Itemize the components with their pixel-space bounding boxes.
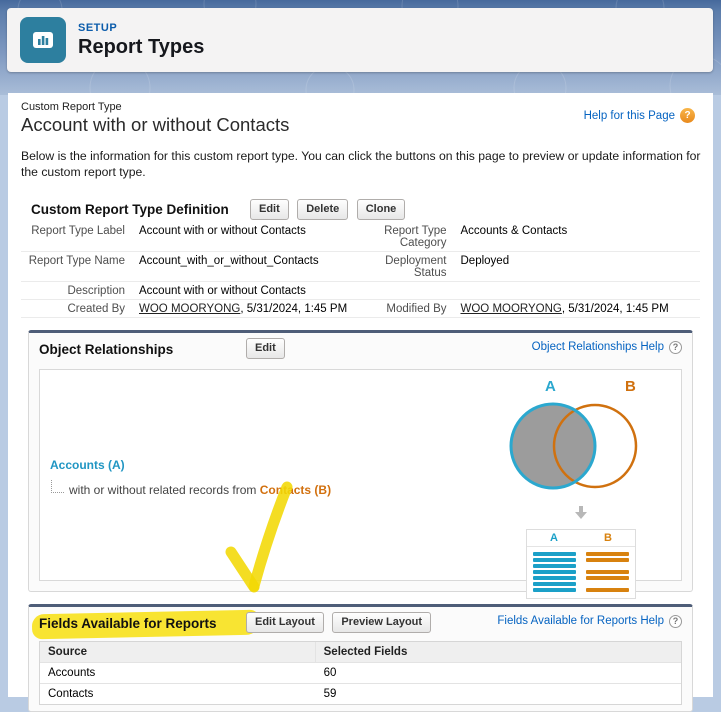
tree-connector — [51, 480, 64, 493]
edit-layout-button[interactable]: Edit Layout — [246, 612, 324, 633]
field-value: Account with or without Contacts — [139, 284, 306, 297]
source-cell: Contacts — [48, 687, 94, 700]
detail-row — [21, 222, 700, 252]
detail-row — [21, 300, 700, 318]
column-source: Source — [40, 642, 316, 662]
created-by-user-link[interactable]: WOO MOORYONG — [139, 302, 241, 315]
mini-table-label-a: A — [550, 531, 558, 544]
fields-available-section — [28, 604, 693, 712]
field-label: Report Type Category — [384, 224, 447, 249]
fields-table-header — [40, 642, 681, 662]
related-object-link[interactable]: Contacts (B) — [259, 482, 332, 497]
edit-button[interactable]: Edit — [250, 199, 289, 220]
svg-text:A: A — [545, 377, 556, 395]
column-selected-fields: Selected Fields — [323, 645, 408, 658]
table-row — [40, 662, 681, 683]
report-chart-icon — [30, 27, 56, 53]
title-block — [21, 101, 700, 136]
object-relationships-help-link[interactable]: Object Relationships Help — [531, 341, 664, 354]
question-icon[interactable]: ? — [669, 615, 682, 628]
object-relationships-heading: Object Relationships — [39, 341, 174, 357]
fields-table — [39, 641, 682, 705]
page-subtitle: Custom Report Type — [21, 101, 122, 113]
page-header-title: Report Types — [78, 35, 205, 58]
table-row — [40, 683, 681, 704]
svg-text:B: B — [625, 377, 636, 395]
help-question-icon[interactable]: ? — [680, 108, 695, 123]
relationship-diagram-box — [39, 369, 682, 581]
result-table-diagram — [526, 529, 636, 599]
page-title: Account with or without Contacts — [21, 114, 290, 135]
field-value: Deployed — [460, 254, 510, 267]
field-label: Deployment Status — [385, 254, 447, 279]
help-for-this-page-link[interactable]: Help for this Page — [583, 109, 675, 122]
field-label: Modified By — [386, 302, 447, 315]
field-label: Description — [67, 284, 125, 297]
fields-available-help-link[interactable]: Fields Available for Reports Help — [497, 615, 664, 628]
field-value: Accounts & Contacts — [460, 224, 568, 237]
detail-row — [21, 282, 700, 300]
selected-fields-cell: 60 — [323, 666, 337, 679]
field-label: Report Type Name — [28, 254, 125, 267]
a-record-bars — [533, 552, 576, 592]
created-date: , 5/31/2024, 1:45 PM — [240, 302, 348, 315]
mini-table-label-b: B — [604, 531, 612, 544]
delete-button[interactable]: Delete — [297, 199, 348, 220]
venn-diagram — [505, 376, 657, 498]
object-relationships-section — [28, 330, 693, 592]
question-icon[interactable]: ? — [669, 341, 682, 354]
fields-available-heading: Fields Available for Reports — [39, 615, 217, 631]
field-value — [461, 303, 669, 315]
page-description: Below is the information for this custom report type. You can click the buttons on this page to preview or update information for the custom report type. — [21, 149, 701, 180]
definition-heading: Custom Report Type Definition — [31, 201, 229, 217]
setup-header — [7, 8, 713, 72]
main-content — [8, 93, 713, 700]
down-arrow-icon — [573, 506, 589, 525]
selected-fields-cell: 59 — [323, 687, 337, 700]
field-value: Account_with_or_without_Contacts — [139, 254, 319, 267]
modified-by-user-link[interactable]: WOO MOORYONG — [460, 302, 562, 315]
preview-layout-button[interactable]: Preview Layout — [332, 612, 431, 633]
relation-text: with or without related records from Contacts (B) — [69, 482, 332, 497]
modified-date: , 5/31/2024, 1:45 PM — [561, 302, 669, 315]
b-record-bars — [586, 552, 629, 592]
object-relationships-edit-button[interactable]: Edit — [246, 338, 285, 359]
field-label: Report Type Label — [31, 224, 125, 237]
primary-object-link[interactable]: Accounts (A) — [50, 457, 125, 472]
field-value: Account with or without Contacts — [139, 224, 306, 237]
field-label: Created By — [67, 302, 125, 315]
setup-eyebrow: SETUP — [78, 21, 118, 34]
field-value — [139, 303, 347, 315]
detail-row — [21, 252, 700, 282]
help-for-this-page — [584, 108, 695, 123]
definition-section — [21, 200, 700, 318]
clone-button[interactable]: Clone — [357, 199, 406, 220]
report-types-icon — [20, 17, 66, 63]
source-cell: Accounts — [48, 666, 96, 679]
